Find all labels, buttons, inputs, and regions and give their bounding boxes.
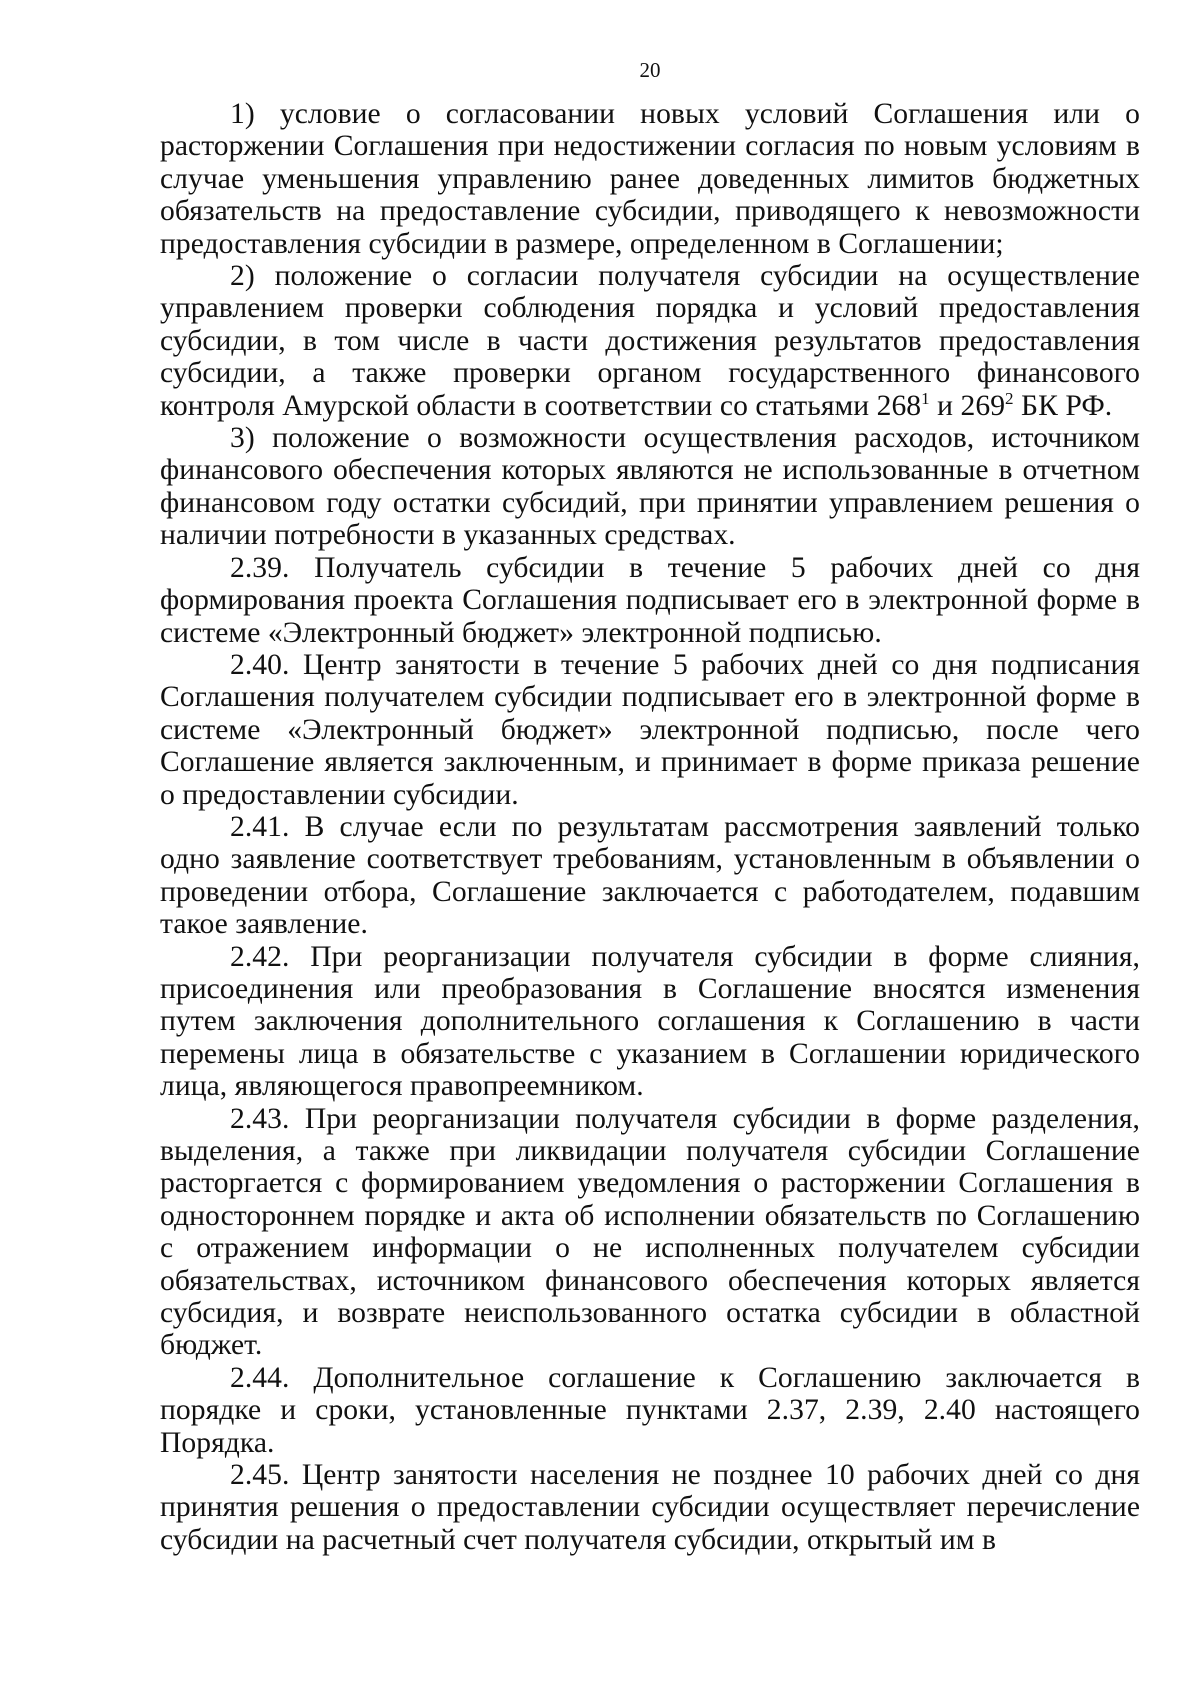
paragraph-2-40: 2.40. Центр занятости в течение 5 рабочих дней со дня подписания Соглашения получателем субсидии подписывает его в электронной форме в системе «Электронный бюджет» электронной подписью, после чего Соглашение является заключенным, и принимает в форме приказа решение о предоставлении субсидии. <box>160 648 1140 811</box>
paragraph-2-45: 2.45. Центр занятости населения не позднее 10 рабочих дней со дня принятия решения о предоставлении субсидии осуществляет перечисление субсидии на расчетный счет получателя субсидии, открытый им в <box>160 1459 1140 1556</box>
paragraph-2-42: 2.42. При реорганизации получателя субсидии в форме слияния, присоединения или преобразования в Соглашение вносятся изменения путем заключения дополнительного соглашения к Соглашению в части перемены лица в обязательстве с указанием в Соглашении юридического лица, являющегося правопреемником. <box>160 940 1140 1103</box>
paragraph-item-1: 1) условие о согласовании новых условий Соглашения или о расторжении Соглашения при недостижении согласия по новым условиям в случае уменьшения управлению ранее доведенных лимитов бюджетных обязательств на предоставление субсидии, приводящего к невозможности предоставления субсидии в размере, определенном в Соглашении; <box>160 98 1140 260</box>
paragraph-item-2-text: 2) положение о согласии получателя субсидии на осуществление управлением проверки соблюдения порядка и условий предоставления субсидии, в том числе в части достижения результатов предоставления субсидии, а также проверки органом государственного финансового контроля Амурской области в соответствии со статьями 268 <box>160 260 1140 422</box>
paragraph-item-2 <box>160 260 1140 422</box>
paragraph-item-3: 3) положение о возможности осуществления расходов, источником финансового обеспечения которых являются не использованные в отчетном финансовом году остатки субсидий, при принятии управлением решения о наличии потребности в указанных средствах. <box>160 422 1140 552</box>
paragraph-2-39: 2.39. Получатель субсидии в течение 5 рабочих дней со дня формирования проекта Соглашения подписывает его в электронной форме в системе «Электронный бюджет» электронной подписью. <box>160 551 1140 649</box>
paragraph-2-41: 2.41. В случае если по результатам рассмотрения заявлений только одно заявление соответствует требованиям, установленным в объявлении о проведении отбора, Соглашение заключается с работодателем, подавшим такое заявление. <box>160 810 1140 941</box>
document-body <box>160 98 1140 1556</box>
page-number: 20 <box>639 58 661 82</box>
paragraph-2-44: 2.44. Дополнительное соглашение к Соглашению заключается в порядке и сроки, установленные пунктами 2.37, 2.39, 2.40 настоящего Порядка. <box>160 1361 1140 1459</box>
paragraph-item-2-tail: БК РФ. <box>1013 389 1113 422</box>
superscript-2: 2 <box>1005 388 1014 408</box>
paragraph-2-43: 2.43. При реорганизации получателя субсидии в форме разделения, выделения, а также при ликвидации получателя субсидии Соглашение расторгается с формированием уведомления о расторжении Соглашения в одностороннем порядке и акта об исполнении обязательств по Соглашению с отражением информации о не исполненных получателем субсидии обязательствах, источником финансового обеспечения которых является субсидия, и возврате неиспользованного остатка субсидии в областной бюджет. <box>160 1102 1140 1362</box>
paragraph-item-2-mid: и 269 <box>929 389 1006 422</box>
superscript-1: 1 <box>921 388 930 408</box>
